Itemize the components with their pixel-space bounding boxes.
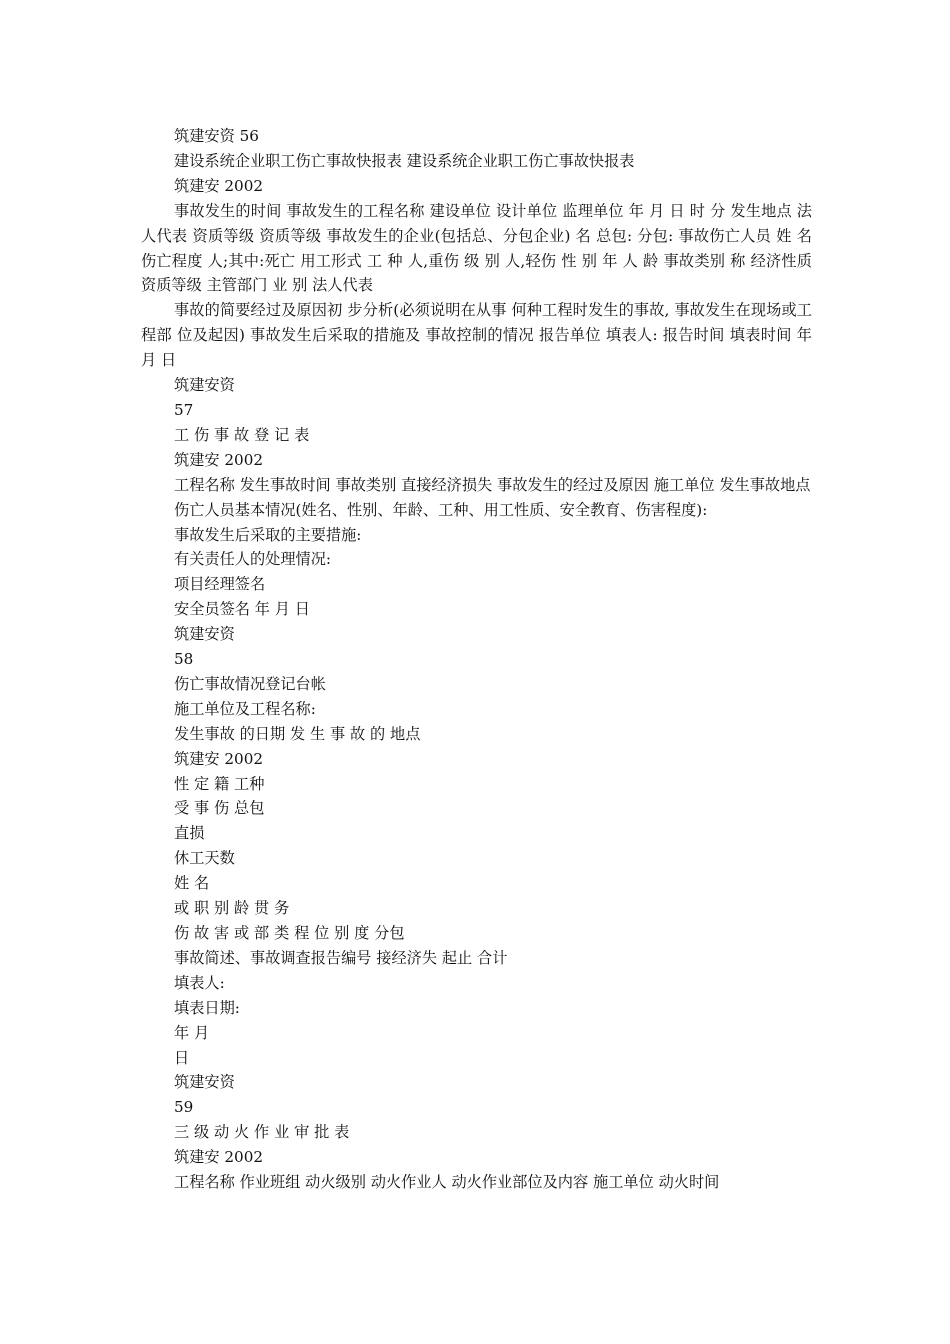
form-number: 59 (174, 1098, 194, 1117)
form-ref: 筑建安 2002 (174, 450, 264, 469)
form-number: 58 (174, 650, 194, 669)
form-fields-paragraph: 事故发生的时间 事故发生的工程名称 建设单位 设计单位 监理单位 年 月 日 时 分 发生地点 法人代表 资质等级 资质等级 事故发生的企业(包括总、分包企业) 名 总包: 分包: 事故伤亡人员 姓 名 伤亡程度 人;其中:死亡 用工形式 工 种 人,重伤 级 别 人,轻伤 性 别 年 人 龄 事故类别 称 经济性质 资质等级 主管部门 业 别 法人代表 (141, 201, 812, 295)
form-line: 休工天数 (174, 849, 235, 868)
form-code: 筑建安资 (174, 625, 235, 644)
form-ref: 筑建安 2002 (174, 176, 264, 195)
form-ref: 筑建安 2002 (174, 1148, 264, 1167)
document-body (141, 124, 812, 1195)
form-line: 施工单位及工程名称: (174, 699, 316, 718)
form-line: 事故简述、事故调查报告编号 接经济失 起止 合计 (174, 948, 508, 967)
form-line: 工程名称 作业班组 动火级别 动火作业人 动火作业部位及内容 施工单位 动火时间 (174, 1173, 720, 1192)
form-line: 或 职 别 龄 贯 务 (174, 899, 290, 918)
form-title-hot-work-approval: 三 级 动 火 作 业 审 批 表 (174, 1123, 350, 1142)
form-line: 日 (174, 1048, 190, 1067)
form-ref: 筑建安 2002 (174, 749, 264, 768)
form-line: 安全员签名 年 月 日 (174, 600, 310, 619)
form-line: 年 月 (174, 1023, 210, 1042)
form-line: 直损 (174, 824, 205, 843)
form-line: 伤 故 害 或 部 类 程 位 别 度 分包 (174, 924, 405, 942)
form-title-injury-register: 工 伤 事 故 登 记 表 (174, 425, 310, 444)
form-fields-paragraph: 事故的简要经过及原因初 步分析(必须说明在从事 何种工程时发生的事故, 事故发生在现场或工程部 位及起因) 事故发生后采取的措施及 事故控制的情况 报告单位 填表人: 报告时间 填表时间 年 月 日 (141, 301, 812, 370)
form-line: 填表人: (174, 973, 225, 992)
form-line: 有关责任人的处理情况: (174, 550, 331, 569)
form-number: 57 (174, 400, 194, 419)
form-line: 姓 名 (174, 874, 210, 893)
form-code-56: 筑建安资 56 (174, 127, 259, 145)
form-line: 伤亡人员基本情况(姓名、性别、年龄、工种、用工性质、安全教育、伤害程度): (174, 500, 708, 519)
form-line: 发生事故 的日期 发 生 事 故 的 地点 (174, 724, 421, 743)
form-title-casualty-ledger: 伤亡事故情况登记台帐 (174, 674, 326, 693)
form-title-accident-quick-report: 建设系统企业职工伤亡事故快报表 建设系统企业职工伤亡事故快报表 (174, 151, 635, 170)
form-line: 事故发生后采取的主要措施: (174, 525, 362, 544)
form-line: 填表日期: (174, 998, 240, 1017)
form-line: 受 事 伤 总包 (174, 799, 265, 818)
form-line: 性 定 籍 工种 (174, 774, 265, 793)
form-line: 项目经理签名 (174, 575, 266, 594)
form-code: 筑建安资 (174, 376, 235, 395)
form-code: 筑建安资 (174, 1073, 235, 1092)
form-fields-paragraph: 工程名称 发生事故时间 事故类别 直接经济损失 事故发生的经过及原因 施工单位 发生事故地点 (174, 475, 811, 494)
